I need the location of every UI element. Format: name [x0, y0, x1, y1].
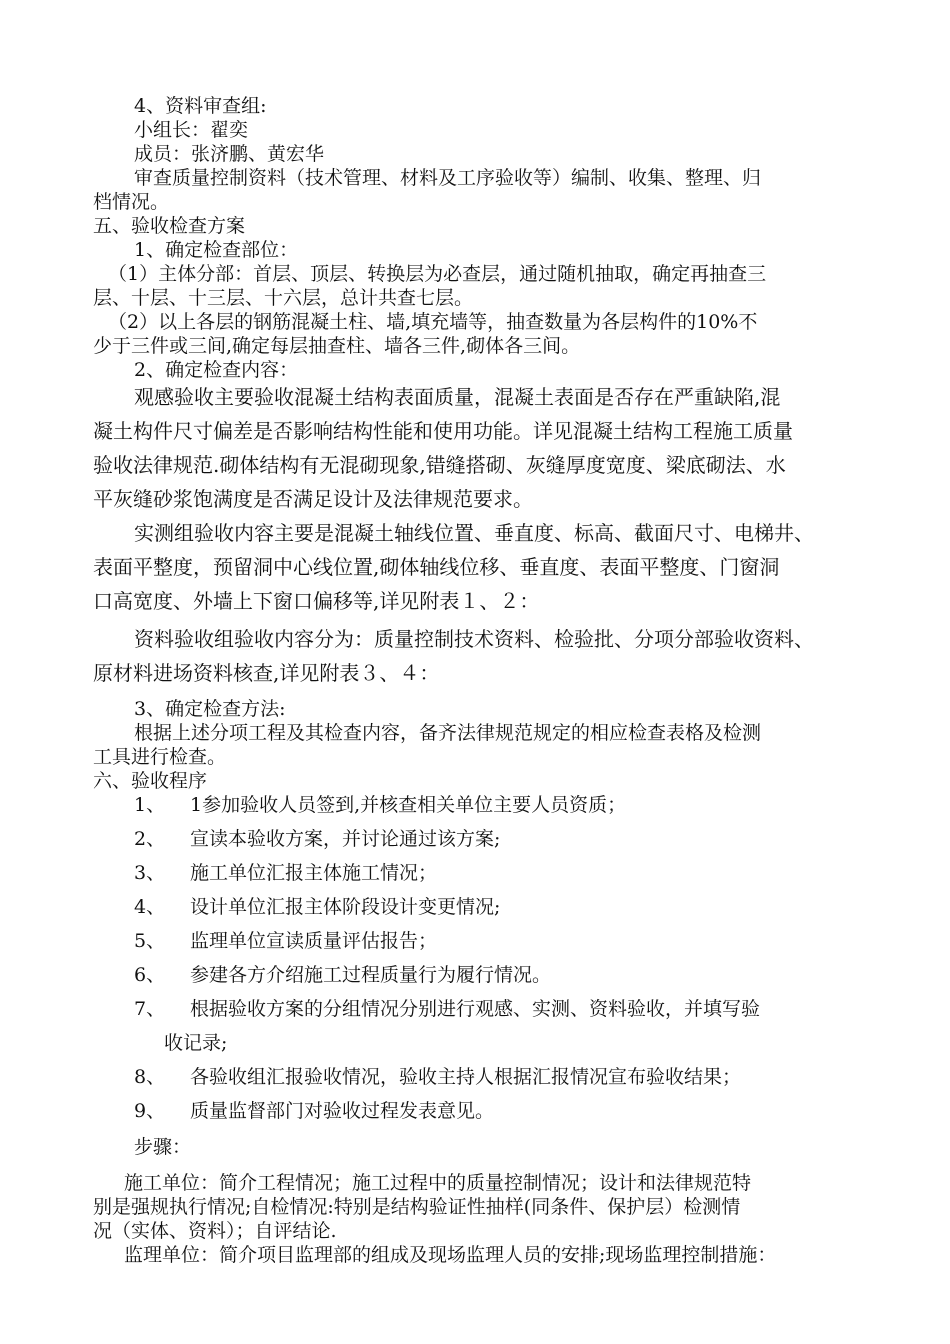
doc-line: 原材料进场资料核查,详见附表３、４：: [93, 661, 440, 685]
list-item: [134, 793, 626, 817]
list-number: 5、: [134, 930, 166, 952]
list-text: 各验收组汇报验收情况，验收主持人根据汇报情况宣布验收结果；: [190, 1066, 742, 1088]
doc-line: 监理单位：简介项目监理部的组成及现场监理人员的安排;现场监理控制措施：: [124, 1244, 777, 1266]
doc-line: 口高宽度、外墙上下窗口偏移等,详见附表１、２：: [93, 589, 540, 613]
list-text: 质量监督部门对验收过程发表意见。: [190, 1100, 495, 1122]
list-item: [134, 895, 500, 919]
doc-line: 成员：张济鹏、黄宏华: [134, 143, 325, 165]
list-number: 9、: [134, 1100, 166, 1122]
list-item: [134, 963, 551, 987]
list-text: 宣读本验收方案，并讨论通过该方案;: [190, 828, 501, 850]
list-text: 根据验收方案的分组情况分别进行观感、实测、资料验收，并填写验: [190, 998, 761, 1020]
list-number: 7、: [134, 998, 166, 1020]
list-item: [134, 997, 760, 1021]
doc-line: 工具进行检查。: [93, 746, 227, 768]
list-text: 施工单位汇报主体施工情况；: [190, 862, 438, 884]
doc-line: 验收法律规范.砌体结构有无混砌现象,错缝搭砌、灰缝厚度宽度、梁底砌法、水: [93, 453, 786, 477]
list-item: [134, 929, 437, 953]
doc-line: 资料验收组验收内容分为：质量控制技术资料、检验批、分项分部验收资料、: [134, 627, 814, 651]
doc-line: 少于三件或三间,确定每层抽查柱、墙各三件,砌体各三间。: [93, 335, 581, 357]
doc-line: 凝土构件尺寸偏差是否影响结构性能和使用功能。详见混凝土结构工程施工质量: [93, 419, 793, 443]
list-item: [134, 861, 437, 885]
list-text: 参建各方介绍施工过程质量行为履行情况。: [190, 964, 552, 986]
doc-line: 表面平整度，预留洞中心线位置,砌体轴线位移、垂直度、表面平整度、门窗洞: [93, 555, 780, 579]
doc-line: 别是强规执行情况;自检情况:特别是结构验证性抽样(同条件、保护层）检测情: [93, 1196, 741, 1218]
list-number: 6、: [134, 964, 166, 986]
list-text: 设计单位汇报主体阶段设计变更情况;: [190, 896, 501, 918]
doc-line: 层、十层、十三层、十六层，总计共查七层。: [93, 287, 474, 309]
doc-line: 3、确定检查方法:: [134, 698, 286, 720]
doc-line: 1、确定检查部位：: [134, 239, 299, 261]
doc-line: 况（实体、资料）；自评结论.: [93, 1220, 337, 1242]
list-item: [134, 827, 500, 851]
list-number: 8、: [134, 1066, 166, 1088]
doc-line: 平灰缝砂浆饱满度是否满足设计及法律规范要求。: [93, 487, 533, 511]
list-text: 监理单位宣读质量评估报告；: [190, 930, 438, 952]
doc-line: 根据上述分项工程及其检查内容，备齐法律规范规定的相应检查表格及检测: [134, 722, 762, 744]
doc-line: 审查质量控制资料（技术管理、材料及工序验收等）编制、收集、整理、归: [134, 167, 762, 189]
doc-line: 观感验收主要验收混凝土结构表面质量，混凝土表面是否存在严重缺陷,混: [134, 385, 781, 409]
doc-line: （2）以上各层的钢筋混凝土柱、墙,填充墙等，抽查数量为各层构件的10%不: [108, 311, 758, 333]
doc-line: 实测组验收内容主要是混凝土轴线位置、垂直度、标高、截面尺寸、电梯井、: [134, 521, 814, 545]
list-text: 1参加验收人员签到,并核查相关单位主要人员资质；: [190, 794, 627, 816]
doc-line: 2、确定检查内容：: [134, 359, 299, 381]
list-number: 1、: [134, 794, 166, 816]
list-item: [134, 1065, 741, 1089]
doc-line: 档情况。: [93, 191, 170, 213]
list-text: 收记录;: [164, 1032, 228, 1054]
doc-line: 步骤：: [134, 1136, 192, 1158]
list-number: 2、: [134, 828, 166, 850]
doc-line: 小组长：翟奕: [134, 119, 249, 141]
list-number: 3、: [134, 862, 166, 884]
doc-line: （1）主体分部：首层、顶层、转换层为必查层，通过随机抽取，确定再抽查三: [108, 263, 767, 285]
doc-line: 施工单位：简介工程情况；施工过程中的质量控制情况；设计和法律规范特: [124, 1172, 752, 1194]
doc-line: 4、资料审查组:: [134, 95, 267, 117]
list-item: [134, 1099, 494, 1123]
list-number: 4、: [134, 896, 166, 918]
list-item: [164, 1031, 227, 1055]
section-heading: 六、验收程序: [93, 770, 208, 792]
section-heading: 五、验收检查方案: [93, 215, 246, 237]
